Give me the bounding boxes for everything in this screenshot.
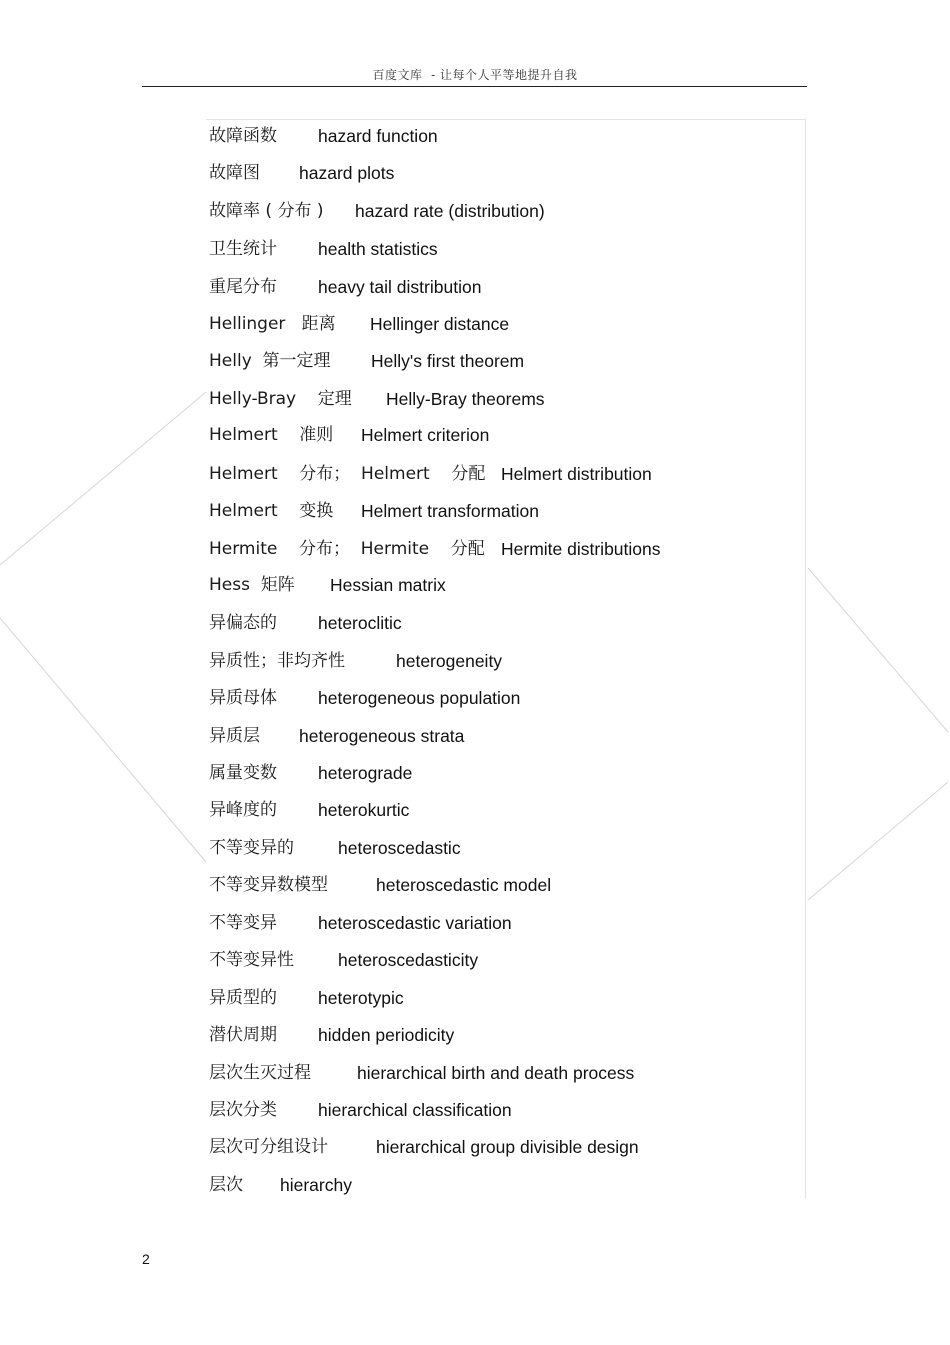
english-term: heavy tail distribution	[318, 277, 482, 297]
english-term: Helmert transformation	[361, 501, 539, 521]
glossary-entry	[209, 797, 410, 823]
english-term: hierarchy	[280, 1175, 352, 1195]
english-term: heterograde	[318, 763, 413, 783]
glossary-entry	[209, 461, 652, 487]
chinese-term: Helmert 变换	[209, 501, 334, 521]
glossary-entry	[209, 835, 461, 861]
chinese-term: 层次生灭过程	[209, 1063, 311, 1083]
glossary-entry	[209, 536, 661, 562]
english-term: Hermite distributions	[501, 539, 661, 559]
chinese-term: 层次可分组设计	[209, 1137, 328, 1157]
english-term: hazard rate (distribution)	[355, 201, 545, 221]
glossary-entry	[209, 348, 525, 374]
chinese-term: 不等变异	[209, 913, 277, 933]
chinese-term: 不等变异的	[209, 838, 294, 858]
chinese-term: 异质型的	[209, 988, 277, 1008]
chinese-term: 异质性；非均齐性	[209, 651, 345, 671]
english-term: heterokurtic	[318, 800, 410, 820]
glossary-entry	[209, 498, 539, 524]
english-term: hierarchical birth and death process	[357, 1063, 635, 1083]
chinese-term: 层次分类	[209, 1100, 277, 1120]
glossary-entry	[209, 648, 503, 674]
glossary-entry	[209, 1060, 635, 1086]
chinese-term: 异质层	[209, 726, 260, 746]
english-term: hazard function	[318, 126, 438, 146]
glossary-entry	[209, 760, 413, 786]
chinese-term: 故障函数	[209, 126, 277, 146]
glossary-entry	[209, 1022, 455, 1048]
chinese-term: 卫生统计	[209, 239, 277, 259]
chinese-term: Hellinger 距离	[209, 314, 336, 334]
english-term: hazard plots	[299, 163, 395, 183]
chinese-term: 故障图	[209, 163, 260, 183]
english-term: heterogeneous strata	[299, 726, 465, 746]
chinese-term: 故障率 ( 分布 )	[209, 201, 324, 221]
chinese-term: 层次	[209, 1175, 243, 1195]
chinese-term: 异偏态的	[209, 613, 277, 633]
chinese-term: 异质母体	[209, 688, 277, 708]
glossary-entry	[209, 947, 479, 973]
glossary-entry	[209, 160, 395, 186]
header-divider	[142, 86, 807, 87]
chinese-term: 异峰度的	[209, 800, 277, 820]
english-term: Helly's first theorem	[371, 351, 525, 371]
glossary-entry	[209, 1172, 352, 1198]
english-term: heteroscedastic model	[376, 875, 552, 895]
glossary-entry	[209, 910, 512, 936]
glossary-entry	[209, 123, 438, 149]
chinese-term: 不等变异性	[209, 950, 294, 970]
glossary-entry	[209, 386, 545, 412]
chinese-term: 不等变异数模型	[209, 875, 328, 895]
glossary-entry	[209, 872, 552, 898]
page-header: 百度文库 - 让每个人平等地提升自我	[372, 68, 578, 82]
english-term: heterotypic	[318, 988, 404, 1008]
english-term: Helmert distribution	[501, 464, 652, 484]
chinese-term: Helmert 准则	[209, 425, 334, 445]
chinese-term: Helmert 分布； Helmert 分配	[209, 464, 486, 484]
glossary-entry	[209, 685, 521, 711]
english-term: hierarchical classification	[318, 1100, 512, 1120]
glossary-entry	[209, 723, 465, 749]
english-term: heterogeneous population	[318, 688, 521, 708]
english-term: Helly-Bray theorems	[386, 389, 545, 409]
glossary-entry	[209, 610, 402, 636]
chinese-term: Helly 第一定理	[209, 351, 331, 371]
english-term: hidden periodicity	[318, 1025, 455, 1045]
english-term: heterogeneity	[396, 651, 503, 671]
english-term: heteroclitic	[318, 613, 402, 633]
glossary-entry	[209, 985, 404, 1011]
glossary-entry	[209, 422, 490, 448]
english-term: health statistics	[318, 239, 438, 259]
english-term: Hessian matrix	[330, 575, 446, 595]
english-term: Helmert criterion	[361, 425, 490, 445]
glossary-entry	[209, 198, 545, 224]
glossary-entry	[209, 572, 446, 598]
english-term: hierarchical group divisible design	[376, 1137, 639, 1157]
glossary-entry	[209, 236, 438, 262]
english-term: heteroscedasticity	[338, 950, 479, 970]
english-term: heteroscedastic	[338, 838, 461, 858]
page-number: 2	[142, 1251, 150, 1267]
glossary-entry	[209, 1134, 639, 1160]
chinese-term: Hermite 分布； Hermite 分配	[209, 539, 485, 559]
chinese-term: Helly-Bray 定理	[209, 389, 352, 409]
chinese-term: 重尾分布	[209, 277, 277, 297]
chinese-term: Hess 矩阵	[209, 575, 295, 595]
glossary-entry	[209, 311, 510, 337]
glossary-entry	[209, 274, 482, 300]
english-term: heteroscedastic variation	[318, 913, 512, 933]
chinese-term: 潜伏周期	[209, 1025, 277, 1045]
glossary-entry	[209, 1097, 512, 1123]
chinese-term: 属量变数	[209, 763, 277, 783]
english-term: Hellinger distance	[370, 314, 510, 334]
